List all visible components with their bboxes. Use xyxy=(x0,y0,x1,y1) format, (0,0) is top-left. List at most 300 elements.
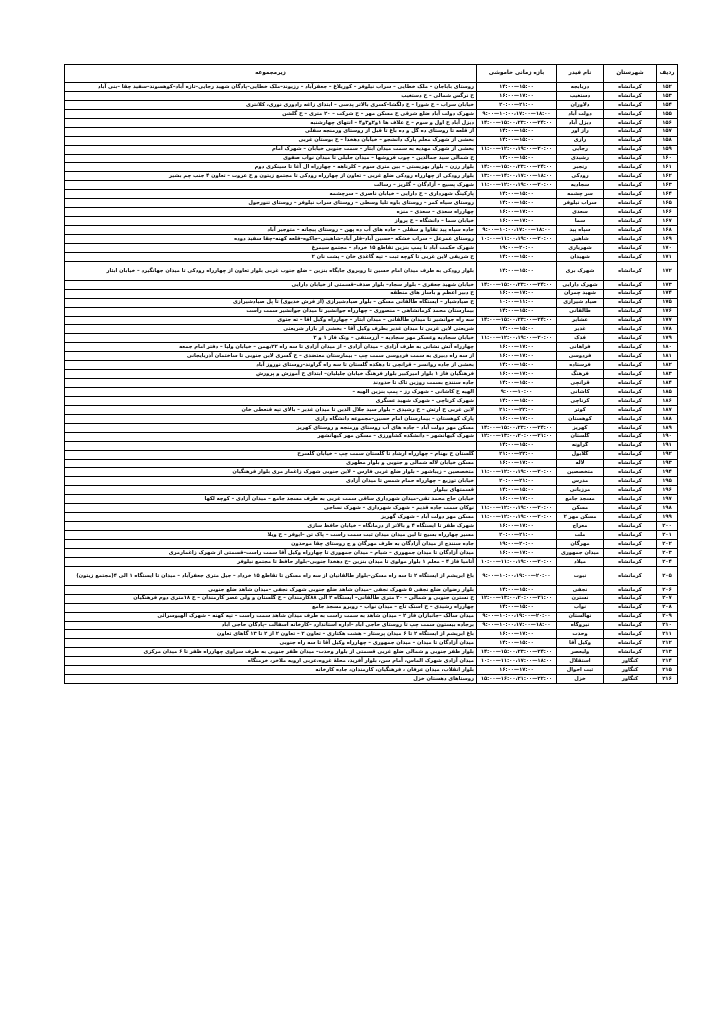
header-outage-time: بازه زمانی خاموشی xyxy=(477,65,557,83)
row-feeder-name: قرانچی xyxy=(557,379,604,388)
row-subset-area: چهارراه رشیدی – خ اسنک تاج – میدان نواب – روبرو مسجد جامع xyxy=(65,603,477,612)
row-outage-time: ۱۳:۰۰—۱۴:۰۰،۱۷:۰۰—۱۸:۰۰ xyxy=(477,172,557,181)
row-city: کرمانشاه xyxy=(604,343,657,352)
row-city: کرمانشاه xyxy=(604,504,657,513)
row-feeder-name: خزل xyxy=(557,675,604,684)
row-subset-area: الهیه خ کاشانی – شهرک رز – پمپ بنزین الهیه – xyxy=(65,388,477,397)
row-city: کرمانشاه xyxy=(604,639,657,648)
row-index: ۱۷۸ xyxy=(657,325,678,334)
row-feeder-name: گراونه xyxy=(557,441,604,450)
row-outage-time: ۱۴:۰۰—۱۵:۰۰ xyxy=(477,154,557,163)
row-feeder-name: کوهستان xyxy=(557,414,604,423)
row-feeder-name: دلاوران xyxy=(557,100,604,109)
table-row xyxy=(65,495,678,504)
row-subset-area: بلوار رودکی از چهارراه رودکی ضلع غربی – تعاون از چهارراه رودکی تا مجتمع زیتون و خ عروت – تعاون ۴ جنب چم بشیر xyxy=(65,172,477,181)
row-city: کرمانشاه xyxy=(604,477,657,486)
row-index: ۱۶۱ xyxy=(657,163,678,172)
row-outage-time: ۱۱:۰۰—۱۲:۰۰،۱۹:۰۰—۲۰:۰۰ xyxy=(477,181,557,190)
row-feeder-name: رجایی xyxy=(557,145,604,154)
row-feeder-name: سپاه پید xyxy=(557,226,604,235)
row-outage-time: ۱۹:۰۰—۲۰:۰۰ xyxy=(477,243,557,252)
row-subset-area: مسکن مهر دولت آباد – جاده های آب روستای ورمنجه و روستای کهریز xyxy=(65,423,477,432)
row-index: ۱۹۰ xyxy=(657,432,678,441)
row-subset-area: مسکن خیابان لاله شمالی و جنوبی و بلوار مطهری xyxy=(65,459,477,468)
row-subset-area: باغ ابریشم از ایستگاه ۲ تا سه راه مسکن–بلوار طالقانیان از سه راه مسکن تا تقاطع ۱۵ خرداد – جیل متری جعفرآباد – میدان تا ایستگاه ۱ الی ۴(مجتمع زیتون) xyxy=(65,566,477,585)
row-index: ۲۱۰ xyxy=(657,621,678,630)
row-outage-time: ۱۶:۰۰—۱۷:۰۰ xyxy=(477,666,557,675)
row-feeder-name: ثبت احوال xyxy=(557,666,604,675)
row-city: کرمانشاه xyxy=(604,325,657,334)
row-feeder-name: رشیدی xyxy=(557,154,604,163)
table-row xyxy=(65,234,678,243)
table-row xyxy=(65,621,678,630)
row-subset-area: جاده سنندج بسمت روزین تاک تا حدودند xyxy=(65,379,477,388)
row-outage-time: ۱۴:۰۰—۱۵:۰۰ xyxy=(477,127,557,136)
row-city: کرمانشاه xyxy=(604,468,657,477)
row-outage-time: ۱۶:۰۰—۱۷:۰۰ xyxy=(477,459,557,468)
row-subset-area: از سه راه دبیری به سمت فردوسی سمت چپ – بیمارستان معتضدی – خ گسری لاین جنوبی تا ساختمان آذربایجانی xyxy=(65,352,477,361)
table-row xyxy=(65,594,678,603)
table-row xyxy=(65,100,678,109)
row-feeder-name: شهید چمران xyxy=(557,289,604,298)
row-index: ۱۹۷ xyxy=(657,495,678,504)
row-outage-time: ۱۹:۰۰—۲۰:۰۰ xyxy=(477,539,557,548)
row-index: ۲۰۲ xyxy=(657,539,678,548)
row-feeder-name: نبوت xyxy=(557,566,604,585)
row-subset-area: شهرک پسیج – آزادگان – گلریز – رسالت xyxy=(65,181,477,190)
row-index: ۱۹۸ xyxy=(657,504,678,513)
row-subset-area: خ نرگس شمالی – خ دستغیب xyxy=(65,91,477,100)
row-index: ۱۸۷ xyxy=(657,405,678,414)
row-city: کرمانشاه xyxy=(604,539,657,548)
row-city: کرمانشاه xyxy=(604,423,657,432)
row-index: ۲۰۶ xyxy=(657,585,678,594)
table-row xyxy=(65,585,678,594)
row-feeder-name: رنجبر xyxy=(557,163,604,172)
row-subset-area: شهرک کرناچی – شهرک شهید عسگری xyxy=(65,396,477,405)
row-feeder-name: گلابول xyxy=(557,450,604,459)
row-index: ۱۵۹ xyxy=(657,145,678,154)
row-index: ۱۶۳ xyxy=(657,181,678,190)
row-index: ۲۰۱ xyxy=(657,531,678,540)
row-outage-time: ۱۴:۰۰—۱۵:۰۰ xyxy=(477,441,557,450)
row-city: کرمانشاه xyxy=(604,414,657,423)
row-feeder-name: راز آور xyxy=(557,127,604,136)
row-index: ۱۸۲ xyxy=(657,361,678,370)
row-index: ۱۶۲ xyxy=(657,172,678,181)
table-row xyxy=(65,217,678,226)
row-index: ۱۶۰ xyxy=(657,154,678,163)
table-row xyxy=(65,298,678,307)
row-subset-area: بیمارستان محمد کرمانشاهی – منصوری – چهارراه جوانشیر تا میدان جوانشیر سمت راست xyxy=(65,307,477,316)
row-index: ۱۵۶ xyxy=(657,118,678,127)
row-feeder-name: نجفی xyxy=(557,585,604,594)
row-subset-area: بلوار انقلاب، میدان عرفان ، فرهنگیان، کارمندان، جاده کارخانه xyxy=(65,666,477,675)
table-row xyxy=(65,307,678,316)
row-index: ۲۰۹ xyxy=(657,612,678,621)
row-subset-area: بلوار ظفر جنوبی و شمالی ضلع غربی قسمتی از بلوار وحدت– میدان ظفر جنوبی به طرف سراوی چهارراه ظفر تا ۶ میدان مرکزی xyxy=(65,648,477,657)
row-feeder-name: شهریاری xyxy=(557,243,604,252)
row-subset-area: بلوار رودکی به طرف میدان امام حسین تا روبروی جایگاه بنزین – ضلع جنوب غربی بلوار تعاون از چهارراه رودکی تا میدان جهانگیرد – خیابان ابثار xyxy=(65,261,477,280)
table-row xyxy=(65,370,678,379)
row-feeder-name: مسجد جامع xyxy=(557,495,604,504)
row-feeder-name: غدیر xyxy=(557,325,604,334)
row-city: کرمانشاه xyxy=(604,379,657,388)
row-index: ۲۰۰ xyxy=(657,522,678,531)
table-row xyxy=(65,226,678,235)
row-subset-area: روستاهای دهستان خزل xyxy=(65,675,477,684)
row-feeder-name: نسترن xyxy=(557,594,604,603)
row-feeder-name: معراج xyxy=(557,522,604,531)
row-subset-area: خ صیادشیار – ایستگاه طالقانی مسکن – بلوار صیادشیرازی (از فرش خدیوی) تا پل صیادشیرازی xyxy=(65,298,477,307)
table-row xyxy=(65,325,678,334)
row-index: ۱۹۵ xyxy=(657,477,678,486)
row-outage-time: ۱۴:۰۰—۱۵:۰۰ xyxy=(477,379,557,388)
row-outage-time: ۱۴:۰۰—۱۵:۰۰ xyxy=(477,190,557,199)
table-row xyxy=(65,477,678,486)
table-row xyxy=(65,379,678,388)
row-index: ۲۱۱ xyxy=(657,630,678,639)
row-city: کرمانشاه xyxy=(604,432,657,441)
table-row xyxy=(65,190,678,199)
row-city: کرمانشاه xyxy=(604,459,657,468)
table-row xyxy=(65,486,678,495)
row-feeder-name: مهرگان xyxy=(557,539,604,548)
row-city: کرمانشاه xyxy=(604,243,657,252)
table-row xyxy=(65,675,678,684)
row-index: ۱۹۶ xyxy=(657,486,678,495)
row-feeder-name: مدرس xyxy=(557,477,604,486)
row-subset-area: فرهنگیان فاز ۱ بلوار امیرکبیر بلوار فرهنگ خیابان جلیلیان– ابتدای خ آموزش و پرورش xyxy=(65,370,477,379)
table-row xyxy=(65,118,678,127)
row-city: کرمانشاه xyxy=(604,199,657,208)
table-row xyxy=(65,423,678,432)
table-row xyxy=(65,127,678,136)
table-row xyxy=(65,154,678,163)
row-outage-time: ۱۰:۰۰—۱۱:۰۰،۱۹:۰۰—۲۰:۰۰ xyxy=(477,234,557,243)
row-city: کرمانشاه xyxy=(604,361,657,370)
row-index: ۱۷۶ xyxy=(657,307,678,316)
row-city: کرمانشاه xyxy=(604,396,657,405)
row-index: ۲۱۴ xyxy=(657,657,678,666)
header-city: شهرستان xyxy=(604,65,657,83)
row-city: کرمانشاه xyxy=(604,298,657,307)
row-feeder-name: دیزل آباد xyxy=(557,118,604,127)
row-city: کرمانشاه xyxy=(604,630,657,639)
row-index: ۱۵۵ xyxy=(657,109,678,118)
row-feeder-name: رازی xyxy=(557,136,604,145)
table-row xyxy=(65,172,678,181)
row-index: ۱۶۸ xyxy=(657,226,678,235)
table-row xyxy=(65,557,678,566)
row-outage-time: ۱۰:۰۰—۱۱:۰۰،۱۷:۰۰—۱۸:۰۰ xyxy=(477,657,557,666)
table-row xyxy=(65,405,678,414)
row-feeder-name: کهریز xyxy=(557,423,604,432)
row-outage-time: ۹:۰۰—۱۰:۰۰ xyxy=(477,388,557,397)
row-outage-time: ۱۶:۰۰—۱۷:۰۰ xyxy=(477,343,557,352)
table-header-row xyxy=(65,65,678,83)
row-index: ۱۸۱ xyxy=(657,352,678,361)
table-row xyxy=(65,261,678,280)
row-subset-area: شهرک کیهانشهر – دانشکده کشاورزی – مسکن مهر کیهانشهر xyxy=(65,432,477,441)
row-outage-time: ۱۶:۰۰—۱۷:۰۰ xyxy=(477,289,557,298)
row-outage-time: ۱۶:۰۰—۱۷:۰۰ xyxy=(477,495,557,504)
row-index: ۲۱۲ xyxy=(657,639,678,648)
table-row xyxy=(65,334,678,343)
row-city: کرمانشاه xyxy=(604,388,657,397)
row-index: ۱۷۳ xyxy=(657,280,678,289)
row-outage-time: ۱۲:۰۰—۱۳:۰۰،۲۰:۰۰—۲۱:۰۰ xyxy=(477,432,557,441)
row-index: ۲۰۴ xyxy=(657,557,678,566)
row-subset-area: خ دبیر اعظم و باساز های منطقه xyxy=(65,289,477,298)
row-subset-area: بلوار رزن – بلوار بهزیستی – بین متری سوم – کلرناهه – چهارراه ال آغا تا سینکری دوم xyxy=(65,163,477,172)
row-subset-area: خیابان شهید جعفری – بلوار سجاد– بلوار صدف–قسمتی از خیابان دارایی xyxy=(65,280,477,289)
row-feeder-name: میدان جمهوری xyxy=(557,548,604,557)
table-row xyxy=(65,459,678,468)
table-row xyxy=(65,388,678,397)
table-row xyxy=(65,208,678,217)
row-city: کرمانشاه xyxy=(604,352,657,361)
row-outage-time: ۱۶:۰۰—۱۷:۰۰ xyxy=(477,91,557,100)
row-outage-time: ۱۶:۰۰—۱۷:۰۰ xyxy=(477,217,557,226)
row-subset-area: مسکن مهر دولت آباد – شهرک گهریز xyxy=(65,513,477,522)
header-subset-area: زیرمجموعه xyxy=(65,65,477,83)
table-row xyxy=(65,648,678,657)
row-outage-time: ۹:۰۰—۱۰:۰۰،۱۹:۰۰—۲۰:۰۰ xyxy=(477,566,557,585)
row-subset-area: آتامیا فاز ۴ – معلم ۱ بلوار مولوی تا میدان بنزین –خ دهخدا جنوبی–بلوار حافظ تا مجتمع نیلوفر xyxy=(65,557,477,566)
row-city: کرمانشاه xyxy=(604,495,657,504)
row-outage-time: ۱۲:۰۰—۱۳:۰۰،۲۰:۰۰—۲۱:۰۰ xyxy=(477,594,557,603)
row-city: کرمانشاه xyxy=(604,566,657,585)
row-subset-area: خیابان توزیع – چهارراه حمام شمس تا میدان آزادی xyxy=(65,477,477,486)
row-subset-area: بلوار رضوان ضلع نجفی ۵ شهرک نجفی –میدان شاهد ضلع جنوبی شهرک نجفی –میدان شاهد ضلع جنوبی xyxy=(65,585,477,594)
row-subset-area: مسیر چهارراه بسیج تا لین میدان میدان ثبت سمت راست – پاک تن –ایوفر – خ ویلا xyxy=(65,531,477,540)
row-index: ۱۹۲ xyxy=(657,450,678,459)
row-feeder-name: نواب xyxy=(557,603,604,612)
row-outage-time: ۱۴:۰۰—۱۵:۰۰،۲۳:۰۰—۲۴:۰۰ xyxy=(477,316,557,325)
row-index: ۱۶۷ xyxy=(657,217,678,226)
table-row xyxy=(65,361,678,370)
row-city: کرمانشاه xyxy=(604,217,657,226)
row-subset-area: بخشی از شهرک مهدیه به سمت میدان ابثار – سمت جنوبی خیابان – شهرک امام xyxy=(65,145,477,154)
row-city: کرمانشاه xyxy=(604,522,657,531)
row-city: کرمانشاه xyxy=(604,612,657,621)
row-outage-time: ۱۴:۰۰—۱۵:۰۰ xyxy=(477,199,557,208)
row-subset-area: شهرک حکمت آباد تا پمپ بنزین تقاطع ۱۵ خرداد – مجتمع سیمرغ xyxy=(65,243,477,252)
row-index: ۱۸۸ xyxy=(657,414,678,423)
row-subset-area: چهارراه آتش نشانی به طرف آزادی – میدان آزادی – از میدان آزادی تا سه راه ۲۲بهمن – خیابان ولیا – دفتر امام جمعه xyxy=(65,343,477,352)
row-feeder-name: سراب نیلوفر xyxy=(557,199,604,208)
row-city: کرمانشاه xyxy=(604,486,657,495)
row-subset-area: جاده سپاه پید تقاوا و سقلی – جاده های آب ده پهن – روستای پیچانه – متوجیر آباد xyxy=(65,226,477,235)
row-feeder-name: نیروگاه xyxy=(557,621,604,630)
row-outage-time: ۱۴:۰۰—۱۵:۰۰،۲۳:۰۰—۲۴:۰۰ xyxy=(477,423,557,432)
table-row xyxy=(65,145,678,154)
row-outage-time: ۱۴:۰۰—۱۵:۰۰ xyxy=(477,603,557,612)
row-city: کرمانشاه xyxy=(604,127,657,136)
row-feeder-name: وکیل آقا xyxy=(557,639,604,648)
table-row xyxy=(65,199,678,208)
row-subset-area: خ شمالی سید جمالدین – چوب فروشها – میدان جلیلی تا میدان نواب صفوی xyxy=(65,154,477,163)
row-subset-area: سه راه جوانشیر تا میدان طالقانی – میدان ابثار – چهارراه وکیل آقا – ته جتوی xyxy=(65,316,477,325)
row-index: ۱۷۹ xyxy=(657,334,678,343)
row-subset-area: خیابان سجادیه وعسکر مهر سجادیه – آزرستفی – ونک فاز ۱ و ۲ xyxy=(65,334,477,343)
row-index: ۱۶۹ xyxy=(657,234,678,243)
header-index: ردیف xyxy=(657,65,678,83)
row-outage-time: ۱۴:۰۰—۱۵:۰۰ xyxy=(477,639,557,648)
row-city: کرمانشاه xyxy=(604,163,657,172)
row-feeder-name: فردوسی xyxy=(557,352,604,361)
row-city: کرمانشاه xyxy=(604,316,657,325)
table-row xyxy=(65,666,678,675)
row-index: ۱۷۰ xyxy=(657,243,678,252)
row-outage-time: ۱۶:۰۰—۱۷:۰۰ xyxy=(477,414,557,423)
row-feeder-name: وحدت xyxy=(557,630,604,639)
row-outage-time: ۱۴:۰۰—۱۵:۰۰،۲۳:۰۰—۲۴:۰۰ xyxy=(477,648,557,657)
row-subset-area: بخشی از شهرک معلم پارک دانشجو – خیابان دهخدا – خ بوستان غربی xyxy=(65,136,477,145)
row-feeder-name: متخصصین xyxy=(557,468,604,477)
row-feeder-name: سعدی xyxy=(557,208,604,217)
row-subset-area: برجاده بیستون سمت چپ تا روستای حاجی آباد –اداره استاندارد –کارخانه آسفالت –پادگان حاجی آباد xyxy=(65,621,477,630)
row-feeder-name: فرستاده xyxy=(557,361,604,370)
row-city: کرمانشاه xyxy=(604,531,657,540)
row-city: کرمانشاه xyxy=(604,181,657,190)
row-city: کرمانشاه xyxy=(604,154,657,163)
row-outage-time: ۱۰:۰۰—۱۱:۰۰ xyxy=(477,298,557,307)
row-index: ۲۰۸ xyxy=(657,603,678,612)
row-subset-area: باغ ابریشم از ایستگاه ۲ تا ۶ میدان پرستار – هشت هکتاری – تعاون ۲ – تعاون ۲ از ۲ تا ۱۳ گاهای تعاون xyxy=(65,630,477,639)
row-feeder-name: سر چشمه xyxy=(557,190,604,199)
row-subset-area: بخشی از جاده روانسر – قرانچی تا دهکده گلستان تا سه راه گراوند–روستای نوروز آباد xyxy=(65,361,477,370)
row-outage-time: ۱۶:۰۰—۱۷:۰۰ xyxy=(477,208,557,217)
outage-table xyxy=(64,64,678,684)
row-subset-area: میدان آزادگان تا میدان جمهوری – شیام – میدان جمهوری تا چهارراه وکیل آقا سمت راست–قسمتی از شهرک زاغمارمری xyxy=(65,548,477,557)
row-city: کرمانشاه xyxy=(604,190,657,199)
row-city: کرمانشاه xyxy=(604,136,657,145)
row-feeder-name: استقلال xyxy=(557,657,604,666)
row-city: کرمانشاه xyxy=(604,261,657,280)
row-feeder-name: شهیدان xyxy=(557,252,604,261)
row-subset-area: قسمتهای بیلوار xyxy=(65,486,477,495)
row-outage-time: ۱۶:۰۰—۱۷:۰۰ xyxy=(477,370,557,379)
row-outage-time: ۱۶:۰۰—۱۷:۰۰ xyxy=(477,352,557,361)
table-row xyxy=(65,280,678,289)
row-feeder-name: لاله xyxy=(557,459,604,468)
row-city: کرمانشاه xyxy=(604,280,657,289)
table-row xyxy=(65,548,678,557)
row-outage-time: ۱۰:۰۰—۱۱:۰۰،۱۹:۰۰—۲۰:۰۰ xyxy=(477,557,557,566)
row-feeder-name: شهرک دارایی xyxy=(557,280,604,289)
row-subset-area: چهارراه سعدی – سعدی – منزه xyxy=(65,208,477,217)
row-index: ۱۸۵ xyxy=(657,388,678,397)
row-outage-time: ۱۴:۰۰—۱۵:۰۰ xyxy=(477,585,557,594)
row-city: کرمانشاه xyxy=(604,307,657,316)
table-row xyxy=(65,91,678,100)
row-feeder-name: سما xyxy=(557,217,604,226)
row-city: کرمانشاه xyxy=(604,548,657,557)
row-index: ۱۹۹ xyxy=(657,513,678,522)
row-city: کرمانشاه xyxy=(604,91,657,100)
row-subset-area: خ شریفی لاین غربی تا کوچه ثبت – تپه گاغذی خان – پشت نان ۲ xyxy=(65,252,477,261)
row-index: ۱۵۲ xyxy=(657,83,678,92)
row-subset-area: نوکان سمت جاده قدیم – شهرک شهرداری – شهرک نساجی xyxy=(65,504,477,513)
row-subset-area: لاین غربی خ ارتش – خ رشیدی – بلوار سید جلال الدین تا میدان غدیر – بالای تپه قنعطی خان xyxy=(65,405,477,414)
row-subset-area: خیابان سراب – خ شورا – خ دلگشا–کسری بالاتر پدسی – ابتدای زاغه رادوری نوری، کلانتری xyxy=(65,100,477,109)
row-outage-time: ۲۰:۰۰—۲۱:۰۰ xyxy=(477,531,557,540)
row-index: ۱۶۶ xyxy=(657,208,678,217)
table-row xyxy=(65,352,678,361)
table-row xyxy=(65,316,678,325)
row-subset-area: پارک کوهستان – بیمارستان امام حسین–مجموعه دانشگاه رازی xyxy=(65,414,477,423)
row-index: ۱۷۵ xyxy=(657,298,678,307)
row-outage-time: ۹:۰۰—۱۰:۰۰،۱۷:۰۰—۱۸:۰۰ xyxy=(477,621,557,630)
row-index: ۲۱۵ xyxy=(657,666,678,675)
row-subset-area: خیابان حاج محمد تقی–میدان شهرداری ساقی سمت غربی به طرف مسجد جامع – میدان آزادی – کوچه لکها xyxy=(65,495,477,504)
row-city: کرمانشاه xyxy=(604,109,657,118)
row-feeder-name: میلاد xyxy=(557,557,604,566)
row-subset-area: شهرک دولت آباد ضلع شرقی خ مسکن مهر – خ شرکت – ۲۰ متری – خ گلشن xyxy=(65,109,477,118)
row-feeder-name: کاشانی xyxy=(557,388,604,397)
table-row xyxy=(65,289,678,298)
table-row xyxy=(65,163,678,172)
row-city: کرمانشاه xyxy=(604,585,657,594)
row-city: کرمانشاه xyxy=(604,83,657,92)
row-city: کرمانشاه xyxy=(604,370,657,379)
table-body xyxy=(65,83,678,684)
row-index: ۱۵۷ xyxy=(657,127,678,136)
table-row xyxy=(65,630,678,639)
table-row xyxy=(65,468,678,477)
table-row xyxy=(65,657,678,666)
table-row xyxy=(65,136,678,145)
row-index: ۱۸۹ xyxy=(657,423,678,432)
row-city: کرمانشاه xyxy=(604,100,657,109)
row-city: کرمانشاه xyxy=(604,208,657,217)
table-row xyxy=(65,531,678,540)
row-feeder-name: دستغیب xyxy=(557,91,604,100)
row-outage-time: ۱۴:۰۰—۱۵:۰۰ xyxy=(477,252,557,261)
header-feeder-name: نام فیدر xyxy=(557,65,604,83)
row-subset-area: شریعتی لاین غربی تا میدان غدیر بطرف وکیل آقا – بخشی از بازار شریعتی xyxy=(65,325,477,334)
row-outage-time: ۱۴:۰۰—۱۵:۰۰ xyxy=(477,396,557,405)
row-city: کرمانشاه xyxy=(604,441,657,450)
table-row xyxy=(65,522,678,531)
table-row xyxy=(65,504,678,513)
table-row xyxy=(65,603,678,612)
table-row xyxy=(65,513,678,522)
table-row xyxy=(65,181,678,190)
row-city: کرمانشاه xyxy=(604,513,657,522)
row-city: کرمانشاه xyxy=(604,234,657,243)
row-subset-area: روستای باباجان – ملک خطایی – سراب نیلوفر – کوریلاغ – جعفرآباد – رزیوند–ملک خطایی–پادگان شهید رجایی–تازه آباد–کوهسوند–سفید چقا –بنی آباد xyxy=(65,83,477,92)
row-outage-time: ۱۵:۰۰—۱۶:۰۰،۲۱:۰۰—۲۲:۰۰ xyxy=(477,675,557,684)
row-city: کنگاور xyxy=(604,666,657,675)
row-city: کرمانشاه xyxy=(604,557,657,566)
row-subset-area: میدان سالک –جانبازان فاز ۲ – میدان شاهد به سمت راست به طرف میدان شاهد سمت راست – تپه کهنه – شهرک الهیوسرائی xyxy=(65,612,477,621)
row-outage-time: ۱۱:۰۰—۱۲:۰۰،۱۹:۰۰—۲۰:۰۰ xyxy=(477,334,557,343)
table-row xyxy=(65,566,678,585)
row-index: ۲۱۶ xyxy=(657,675,678,684)
row-outage-time: ۹:۰۰—۱۰:۰۰،۱۷:۰۰—۱۸:۰۰ xyxy=(477,226,557,235)
row-outage-time: ۱۴:۰۰—۱۵:۰۰ xyxy=(477,83,557,92)
row-feeder-name: عشایر xyxy=(557,316,604,325)
outage-schedule-sheet xyxy=(64,64,677,684)
row-index: ۲۰۷ xyxy=(657,594,678,603)
row-index: ۱۷۷ xyxy=(657,316,678,325)
row-subset-area: روستای سیاه کمر – روستای باوه تلیا وسطی – روستای سراب نیلوفر – روستای تنورجول xyxy=(65,199,477,208)
table-row xyxy=(65,539,678,548)
table-row xyxy=(65,252,678,261)
